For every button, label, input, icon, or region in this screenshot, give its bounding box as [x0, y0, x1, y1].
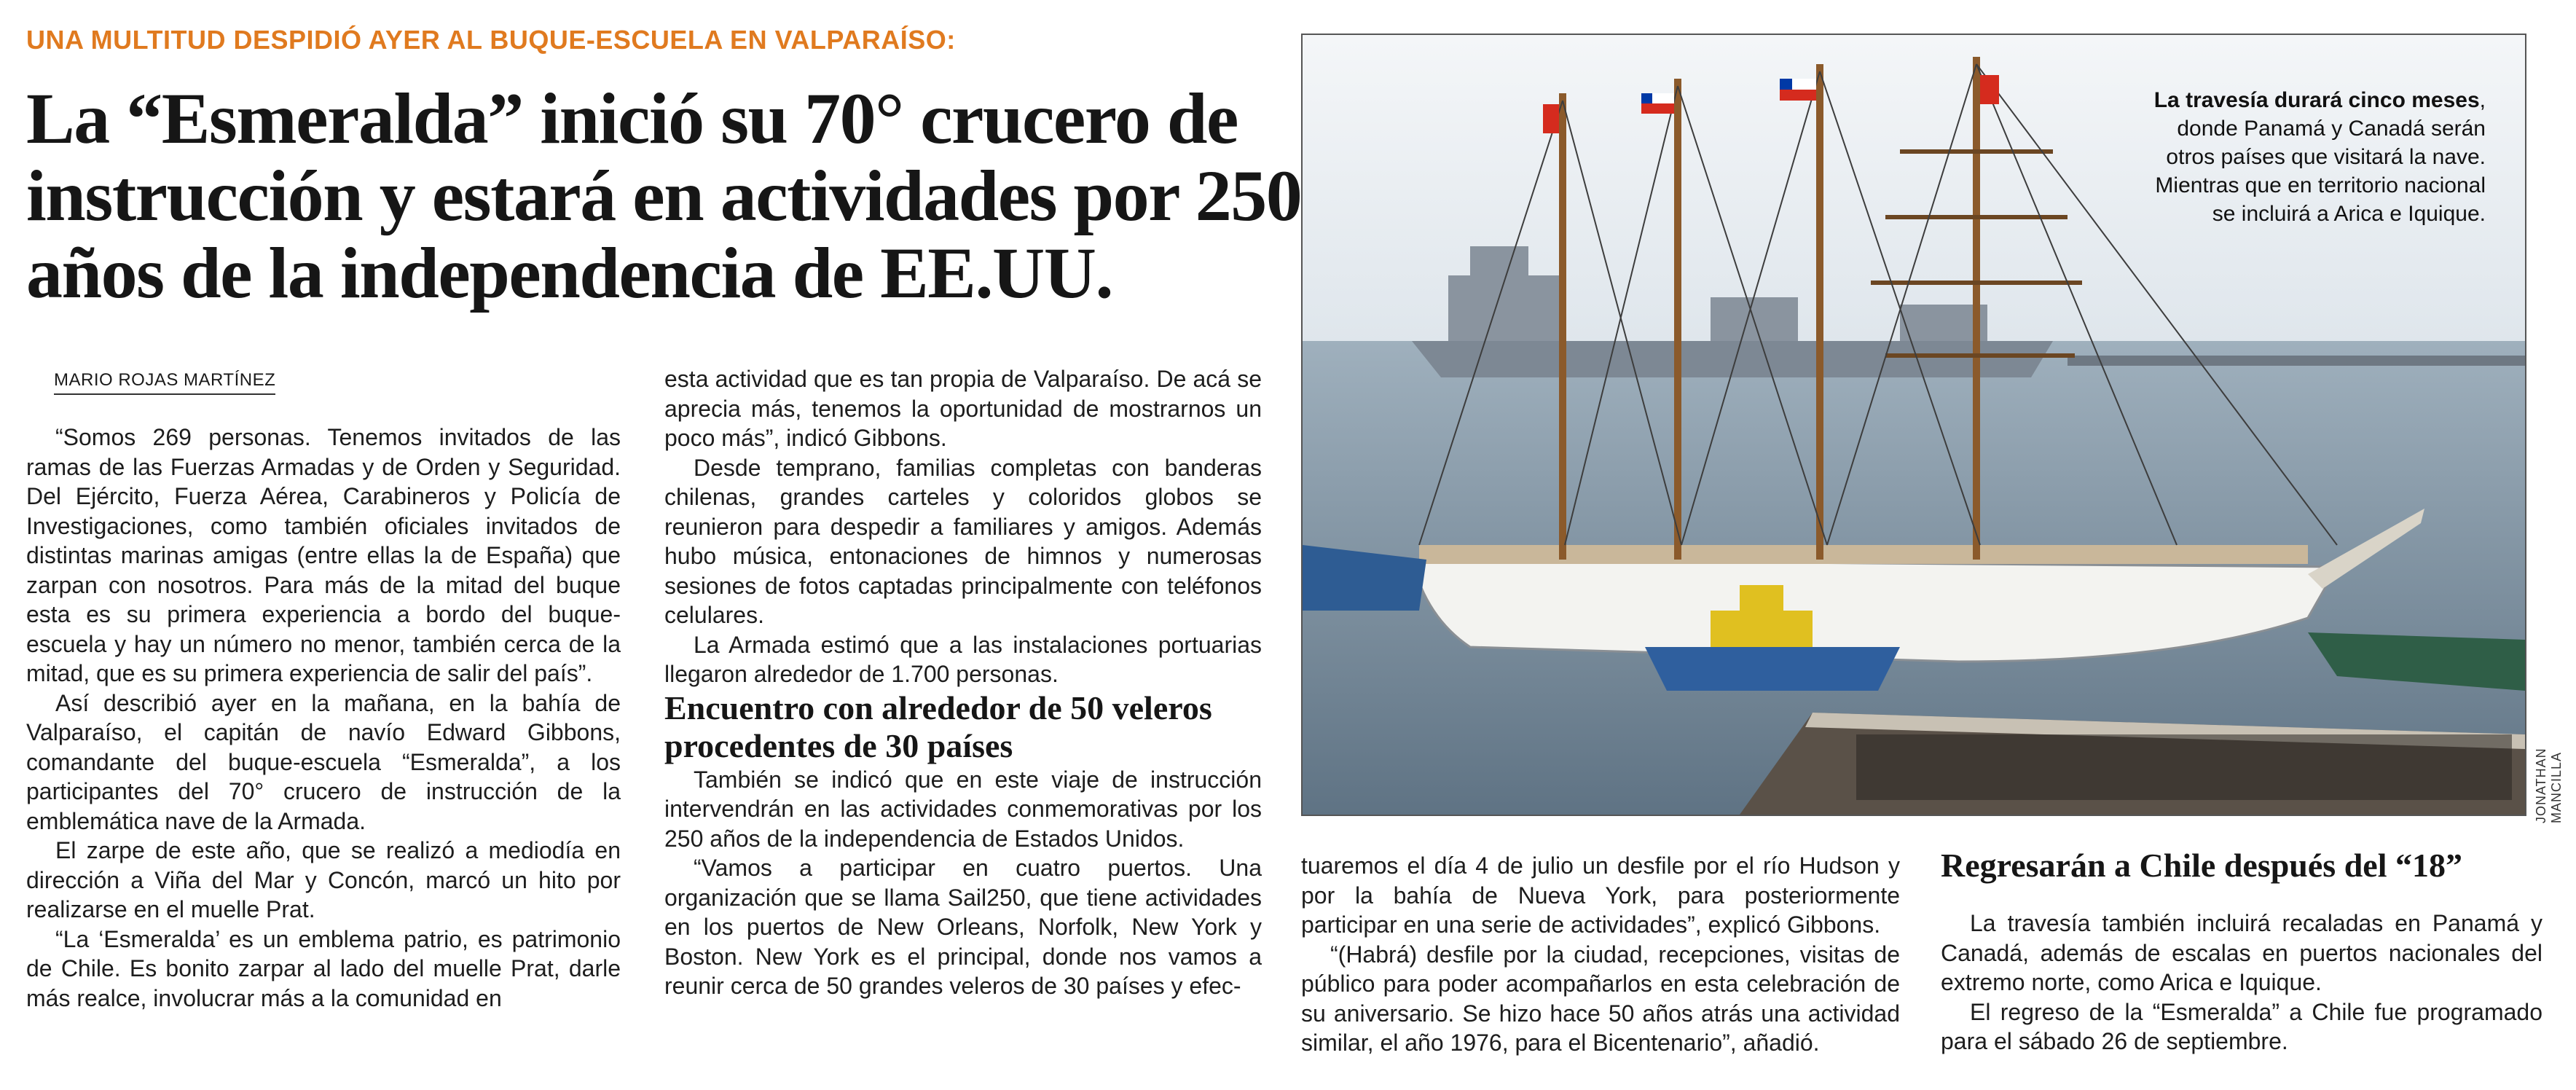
paragraph: La Armada estimó que a las instalaciones portuarias llegaron alrededor de 1.700 personas. [664, 631, 1262, 687]
paragraph: “Vamos a participar en cuatro puertos. Una organización que se llama Sail250, que tiene actividades en los puertos de New Orleans, Norfolk, New York y Boston. New York es el principal, donde nos vamos a reunir cerca de 50 grandes veleros de 30 países y efec- [664, 855, 1262, 999]
column-1 [26, 423, 621, 1013]
paragraph: tuaremos el día 4 de julio un desfile por el río Hudson y por la bahía de Nueva York, para posteriormente participar en una serie de actividades”, explicó Gibbons. [1301, 852, 1900, 938]
caption-bold: La travesía durará cinco meses [2153, 88, 2480, 112]
photo-caption [2143, 86, 2486, 228]
paragraph: “La ‘Esmeralda’ es un emblema patrio, es patrimonio de Chile. Es bonito zarpar al lado del muelle Prat, darle más realce, involucrar más a la comunidad en [26, 925, 621, 1011]
kicker: UNA MULTITUD DESPIDIÓ AYER AL BUQUE-ESCUELA EN VALPARAÍSO: [26, 25, 956, 55]
column-2 [664, 364, 1262, 1001]
paragraph: “Somos 269 personas. Tenemos invitados de las ramas de las Fuerzas Armadas y de Orden y Seguridad. Del Ejército, Fuerza Aérea, Carabineros y Policía de Investigaciones, como también oficiales invitados de distintas marinas amigas (entre ellas la de España) que zarpan con nosotros. Para más de la mitad del buque esta es su primera experiencia a bordo del buque-escuela y hay un número no menor, también cerca de la mitad, que es su primera experiencia de salir del país”. [26, 424, 621, 686]
caption-text: , donde Panamá y Canadá serán otros países que visitará la nave. Mientras que en territorio nacional se incluirá a Arica e Iquique. [2155, 88, 2486, 226]
paragraph: El zarpe de este año, que se realizó a mediodía en dirección a Viña del Mar y Concón, marcó un hito por realizarse en el muelle Prat. [26, 837, 621, 922]
paragraph: El regreso de la “Esmeralda” a Chile fue programado para el sábado 26 de septiembre. [1941, 998, 2542, 1054]
subheading-encuentro: Encuentro con alrededor de 50 veleros procedentes de 30 países [664, 689, 1212, 764]
paragraph: La travesía también incluirá recaladas en Panamá y Canadá, además de escalas en puertos nacionales del extremo norte, como Arica e Iquique. [1941, 910, 2542, 995]
paragraph: esta actividad que es tan propia de Valparaíso. De acá se aprecia más, tenemos la oportunidad de mostrarnos un poco más”, indicó Gibbons. [664, 366, 1262, 451]
paragraph: Desde temprano, familias completas con banderas chilenas, grandes carteles y coloridos globos se reunieron para despedir a familiares y amigos. Además hubo música, entonaciones de himnos y numerosas sesiones de fotos captadas principalmente con teléfonos celulares. [664, 454, 1262, 628]
paragraph: También se indicó que en este viaje de instrucción intervendrán en las actividades conmemorativas por los 250 años de la independencia de Estados Unidos. [664, 766, 1262, 852]
subheading-regresaran: Regresarán a Chile después del “18” [1941, 847, 2462, 884]
paragraph: Así describió ayer en la mañana, en la bahía de Valparaíso, el capitán de navío Edward Gibbons, comandante del buque-escuela “Esmeralda”, a los participantes del 70° crucero de instrucción de la emblemática nave de la Armada. [26, 689, 621, 834]
ship-photo [1301, 34, 2526, 816]
paragraph: “(Habrá) desfile por la ciudad, recepciones, visitas de público para poder acompañarlos en esta celebración de su aniversario. Se hizo hace 50 años atrás una actividad similar, el año 1976, para el Bicentenario”, añadió. [1301, 941, 1900, 1056]
headline: La “Esmeralda” inició su 70° crucero de instrucción y estará en actividades por 250 años de la independencia de EE.UU. [26, 78, 1302, 313]
column-4 [1941, 909, 2542, 1056]
byline: MARIO ROJAS MARTÍNEZ [54, 370, 275, 395]
column-3 [1301, 851, 1900, 1058]
photo-credit: JONATHAN MANCILLA [2534, 748, 2564, 823]
